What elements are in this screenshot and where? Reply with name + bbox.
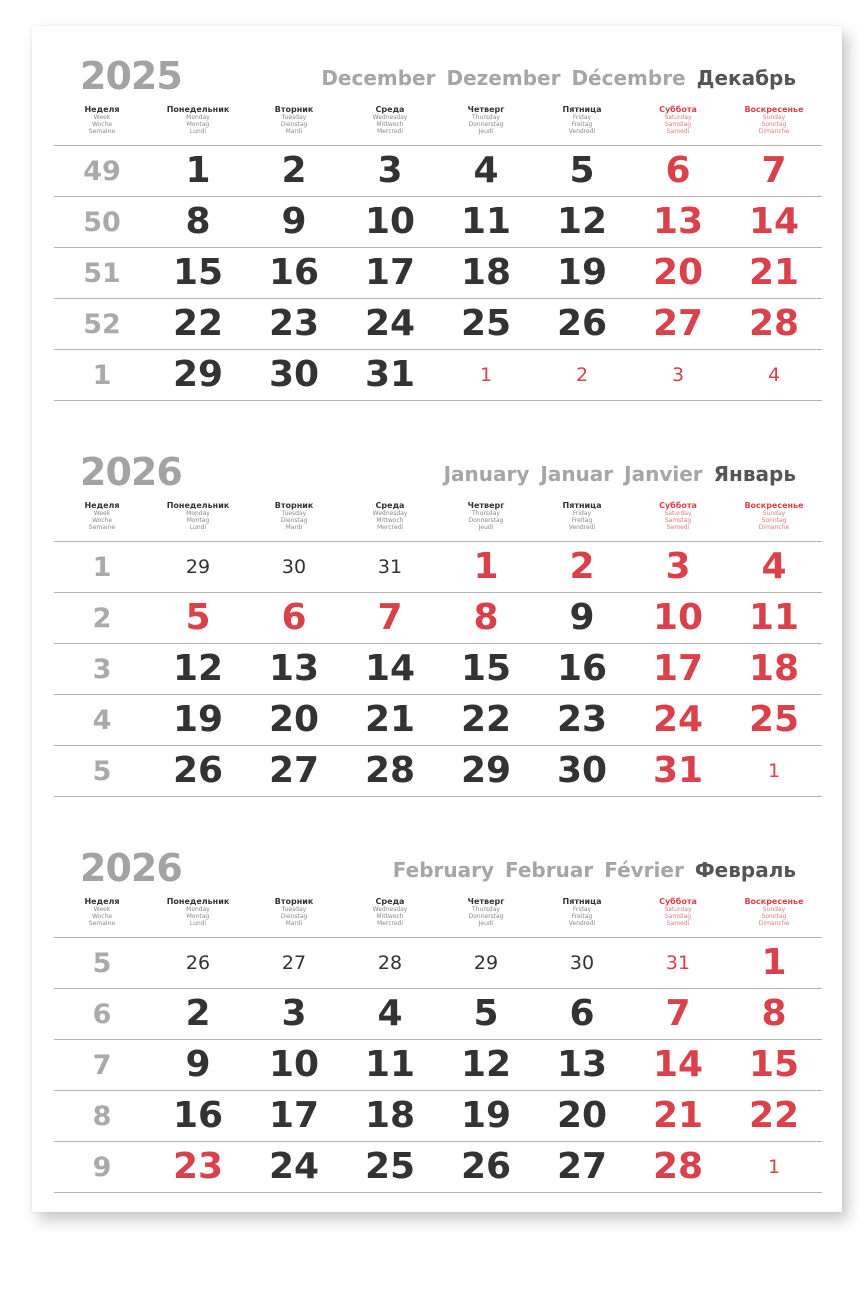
day-cell: 14 [652,1044,704,1085]
weekday-header-col [54,502,150,531]
day-cell: 9 [569,597,595,638]
adjacent-month-day: 28 [377,951,403,974]
weekday-label-fr: Vendredi [568,524,596,531]
day-cell: 30 [268,354,320,395]
weekday-header-col [150,106,246,135]
day-cell: 21 [364,699,416,740]
adjacent-month-day: 1 [479,363,493,386]
weekday-header-col [630,502,726,531]
month-grid [54,541,822,797]
weekday-header-col [726,502,822,531]
weekday-label-fr: Dimanche [758,128,790,135]
day-cell: 6 [665,150,691,191]
weekday-label-en: Saturday [664,510,692,517]
month-block [54,52,822,412]
day-cell: 28 [364,750,416,791]
weekday-label-de: Dienstag [280,121,308,128]
weekday-label-en: Wednesday [372,510,408,517]
weekday-label-en: Wednesday [372,114,408,121]
weekday-label-ru: Неделя [84,105,120,114]
weekday-label-de: Woche [91,517,113,524]
week-row [54,196,822,247]
day-cell: 12 [172,648,224,689]
weekday-label-de: Donnerstag [468,121,504,128]
weekday-label-ru: Воскресенье [744,501,804,510]
weekday-header-col [630,106,726,135]
day-cell: 15 [172,252,224,293]
weekday-label-en: Wednesday [372,906,408,913]
week-row [54,349,822,401]
weekday-label-fr: Mercredi [376,920,403,927]
day-cell: 6 [281,597,307,638]
weekday-header-col [630,898,726,927]
weekday-label-fr: Jeudi [478,128,494,135]
day-cell: 18 [460,252,512,293]
weekday-header-col [726,106,822,135]
day-cell: 11 [364,1044,416,1085]
weekday-label-de: Freitag [571,913,593,920]
weekday-label-ru: Вторник [274,105,314,114]
day-cell: 12 [556,201,608,242]
week-row [54,1090,822,1141]
day-cell: 19 [556,252,608,293]
weekday-label-fr: Samedi [666,128,690,135]
day-cell: 27 [268,750,320,791]
day-cell: 21 [748,252,800,293]
day-cell: 14 [364,648,416,689]
weekday-label-fr: Mercredi [376,524,403,531]
weekday-label-fr: Mardi [285,920,303,927]
weekday-label-fr: Semaine [88,920,116,927]
day-cell: 7 [665,993,691,1034]
day-cell: 24 [268,1146,320,1187]
day-cell: 23 [556,699,608,740]
month-names [310,68,796,88]
weekday-header-col [726,898,822,927]
weekday-label-en: Monday [186,510,210,517]
weekday-label-fr: Dimanche [758,920,790,927]
weekday-label-de: Dienstag [280,913,308,920]
weekday-label-de: Samstag [664,517,692,524]
day-cell: 8 [473,597,499,638]
weekday-label-fr: Mardi [285,524,303,531]
weekday-label-ru: Воскресенье [744,105,804,114]
weekday-label-en: Thursday [472,906,500,913]
day-cell: 30 [556,750,608,791]
weekday-label-ru: Четверг [467,501,505,510]
weekday-label-en: Monday [186,906,210,913]
week-number: 1 [92,551,112,583]
weekday-label-de: Sonntag [761,517,787,524]
day-cell: 31 [652,750,704,791]
weekday-label-fr: Mercredi [376,128,403,135]
month-grid [54,145,822,401]
week-number: 51 [83,257,121,289]
weekday-header-col [438,898,534,927]
week-row [54,247,822,298]
calendar-sheet [32,26,842,1212]
month-names [382,860,796,880]
day-cell: 25 [364,1146,416,1187]
day-cell: 27 [652,303,704,344]
week-row [54,694,822,745]
weekday-header-col [150,502,246,531]
day-cell: 7 [761,150,787,191]
weekday-header-col [342,106,438,135]
weekday-header-col [246,898,342,927]
week-row [54,937,822,988]
day-cell: 1 [473,546,499,587]
day-cell: 13 [268,648,320,689]
weekday-label-fr: Samedi [666,524,690,531]
weekday-label-en: Tuesday [281,510,307,517]
adjacent-month-day: 26 [185,951,211,974]
day-cell: 4 [761,546,787,587]
adjacent-month-day: 29 [185,555,211,578]
day-cell: 16 [556,648,608,689]
day-cell: 2 [281,150,307,191]
adjacent-month-day: 4 [767,363,781,386]
week-number: 8 [92,1100,112,1132]
weekday-label-de: Montag [186,913,210,920]
weekday-label-ru: Неделя [84,897,120,906]
weekday-label-en: Sunday [762,114,786,121]
day-cell: 5 [185,597,211,638]
day-cell: 26 [172,750,224,791]
week-row [54,541,822,592]
weekday-header-col [54,106,150,135]
day-cell: 10 [652,597,704,638]
day-cell: 29 [460,750,512,791]
weekday-label-de: Montag [186,121,210,128]
month-name-fr: Janvier [624,462,703,486]
weekday-label-de: Sonntag [761,121,787,128]
weekday-label-en: Thursday [472,114,500,121]
day-cell: 11 [460,201,512,242]
month-name-fr: Décembre [571,66,686,90]
weekday-label-en: Saturday [664,906,692,913]
day-cell: 20 [268,699,320,740]
weekday-label-de: Sonntag [761,913,787,920]
weekday-label-de: Samstag [664,121,692,128]
week-row [54,145,822,196]
weekday-label-ru: Среда [375,501,405,510]
weekday-label-fr: Dimanche [758,524,790,531]
week-row [54,745,822,797]
day-cell: 4 [377,993,403,1034]
day-cell: 20 [556,1095,608,1136]
weekday-header-col [246,106,342,135]
week-number: 9 [92,1151,112,1183]
adjacent-month-day: 1 [767,1155,781,1178]
weekday-label-ru: Пятница [562,501,602,510]
weekday-label-de: Dienstag [280,517,308,524]
week-row [54,1141,822,1193]
year-label: 2026 [80,846,182,890]
adjacent-month-day: 30 [569,951,595,974]
year-label: 2026 [80,450,182,494]
week-number: 5 [92,947,112,979]
day-cell: 17 [268,1095,320,1136]
weekday-label-ru: Четверг [467,105,505,114]
weekday-label-en: Tuesday [281,114,307,121]
day-cell: 9 [185,1044,211,1085]
week-number: 50 [83,206,121,238]
week-number: 1 [92,359,112,391]
month-name-fr: Février [604,858,684,882]
day-cell: 24 [652,699,704,740]
day-cell: 13 [556,1044,608,1085]
weekday-label-en: Friday [572,510,592,517]
adjacent-month-day: 31 [377,555,403,578]
day-cell: 10 [268,1044,320,1085]
weekday-label-en: Saturday [664,114,692,121]
day-cell: 3 [665,546,691,587]
month-grid [54,937,822,1193]
day-cell: 26 [556,303,608,344]
day-cell: 18 [748,648,800,689]
day-cell: 25 [460,303,512,344]
month-name-ru: Январь [713,462,796,486]
week-row [54,592,822,643]
week-row [54,988,822,1039]
weekday-label-ru: Воскресенье [744,897,804,906]
day-cell: 15 [748,1044,800,1085]
day-cell: 21 [652,1095,704,1136]
day-cell: 10 [364,201,416,242]
week-number: 2 [92,602,112,634]
month-name-de: Dezember [446,66,561,90]
week-number: 6 [92,998,112,1030]
weekday-label-de: Mittwoch [376,121,404,128]
day-cell: 26 [460,1146,512,1187]
weekday-header [54,106,822,146]
weekday-label-ru: Понедельник [166,105,230,114]
week-number: 49 [83,155,121,187]
adjacent-month-day: 29 [473,951,499,974]
day-cell: 15 [460,648,512,689]
adjacent-month-day: 1 [767,759,781,782]
week-number: 4 [92,704,112,736]
weekday-label-ru: Вторник [274,501,314,510]
day-cell: 14 [748,201,800,242]
month-name-en: February [392,858,495,882]
day-cell: 31 [364,354,416,395]
day-cell: 29 [172,354,224,395]
day-cell: 23 [172,1146,224,1187]
weekday-label-de: Donnerstag [468,913,504,920]
day-cell: 3 [377,150,403,191]
day-cell: 27 [556,1146,608,1187]
weekday-header-col [534,106,630,135]
weekday-label-fr: Samedi [666,920,690,927]
adjacent-month-day: 31 [665,951,691,974]
weekday-label-fr: Lundi [189,920,207,927]
weekday-label-ru: Вторник [274,897,314,906]
weekday-header-col [438,502,534,531]
day-cell: 13 [652,201,704,242]
month-names [433,464,796,484]
week-number: 52 [83,308,121,340]
weekday-label-de: Woche [91,121,113,128]
weekday-label-fr: Lundi [189,128,207,135]
weekday-label-en: Week [93,906,111,913]
week-number: 7 [92,1049,112,1081]
day-cell: 17 [364,252,416,293]
day-cell: 22 [172,303,224,344]
day-cell: 5 [569,150,595,191]
day-cell: 2 [569,546,595,587]
day-cell: 25 [748,699,800,740]
weekday-label-ru: Суббота [659,501,697,510]
weekday-label-ru: Среда [375,897,405,906]
day-cell: 4 [473,150,499,191]
weekday-label-ru: Среда [375,105,405,114]
week-row [54,298,822,349]
day-cell: 20 [652,252,704,293]
weekday-label-en: Friday [572,906,592,913]
weekday-label-en: Friday [572,114,592,121]
weekday-header-col [534,502,630,531]
weekday-label-ru: Четверг [467,897,505,906]
month-name-en: December [321,66,436,90]
weekday-label-ru: Неделя [84,501,120,510]
weekday-label-ru: Понедельник [166,501,230,510]
weekday-label-de: Samstag [664,913,692,920]
month-name-en: January [443,462,530,486]
weekday-label-fr: Mardi [285,128,303,135]
day-cell: 16 [268,252,320,293]
week-number: 5 [92,755,112,787]
adjacent-month-day: 3 [671,363,685,386]
weekday-label-ru: Суббота [659,897,697,906]
weekday-label-de: Mittwoch [376,517,404,524]
day-cell: 6 [569,993,595,1034]
weekday-label-en: Monday [186,114,210,121]
weekday-label-de: Woche [91,913,113,920]
weekday-label-de: Montag [186,517,210,524]
weekday-header-col [534,898,630,927]
year-label: 2025 [80,54,182,98]
weekday-header-col [150,898,246,927]
weekday-header-col [342,502,438,531]
weekday-label-fr: Jeudi [478,524,494,531]
week-number: 3 [92,653,112,685]
weekday-label-fr: Lundi [189,524,207,531]
weekday-label-fr: Vendredi [568,920,596,927]
month-block [54,448,822,808]
weekday-label-de: Mittwoch [376,913,404,920]
month-name-ru: Декабрь [696,66,796,90]
weekday-label-de: Freitag [571,517,593,524]
day-cell: 8 [185,201,211,242]
weekday-label-fr: Semaine [88,524,116,531]
weekday-label-en: Sunday [762,510,786,517]
day-cell: 23 [268,303,320,344]
weekday-label-de: Donnerstag [468,517,504,524]
month-name-de: Januar [540,462,614,486]
day-cell: 24 [364,303,416,344]
weekday-header-col [54,898,150,927]
month-block [54,844,822,1204]
weekday-header [54,502,822,542]
week-row [54,643,822,694]
weekday-label-ru: Понедельник [166,897,230,906]
adjacent-month-day: 27 [281,951,307,974]
weekday-label-fr: Jeudi [478,920,494,927]
weekday-header-col [438,106,534,135]
day-cell: 7 [377,597,403,638]
weekday-header-col [342,898,438,927]
month-name-de: Februar [505,858,594,882]
adjacent-month-day: 2 [575,363,589,386]
week-row [54,1039,822,1090]
weekday-label-en: Sunday [762,906,786,913]
day-cell: 28 [748,303,800,344]
day-cell: 2 [185,993,211,1034]
day-cell: 28 [652,1146,704,1187]
weekday-label-de: Freitag [571,121,593,128]
weekday-label-en: Week [93,114,111,121]
weekday-label-en: Tuesday [281,906,307,913]
day-cell: 5 [473,993,499,1034]
day-cell: 1 [185,150,211,191]
day-cell: 16 [172,1095,224,1136]
day-cell: 8 [761,993,787,1034]
day-cell: 11 [748,597,800,638]
month-name-ru: Февраль [694,858,796,882]
weekday-label-ru: Пятница [562,897,602,906]
day-cell: 17 [652,648,704,689]
weekday-label-en: Week [93,510,111,517]
day-cell: 19 [460,1095,512,1136]
weekday-label-fr: Semaine [88,128,116,135]
day-cell: 19 [172,699,224,740]
weekday-header-col [246,502,342,531]
day-cell: 3 [281,993,307,1034]
weekday-label-ru: Пятница [562,105,602,114]
day-cell: 22 [460,699,512,740]
adjacent-month-day: 30 [281,555,307,578]
weekday-header [54,898,822,938]
day-cell: 12 [460,1044,512,1085]
day-cell: 9 [281,201,307,242]
day-cell: 18 [364,1095,416,1136]
weekday-label-en: Thursday [472,510,500,517]
weekday-label-fr: Vendredi [568,128,596,135]
day-cell: 1 [761,942,787,983]
day-cell: 22 [748,1095,800,1136]
weekday-label-ru: Суббота [659,105,697,114]
